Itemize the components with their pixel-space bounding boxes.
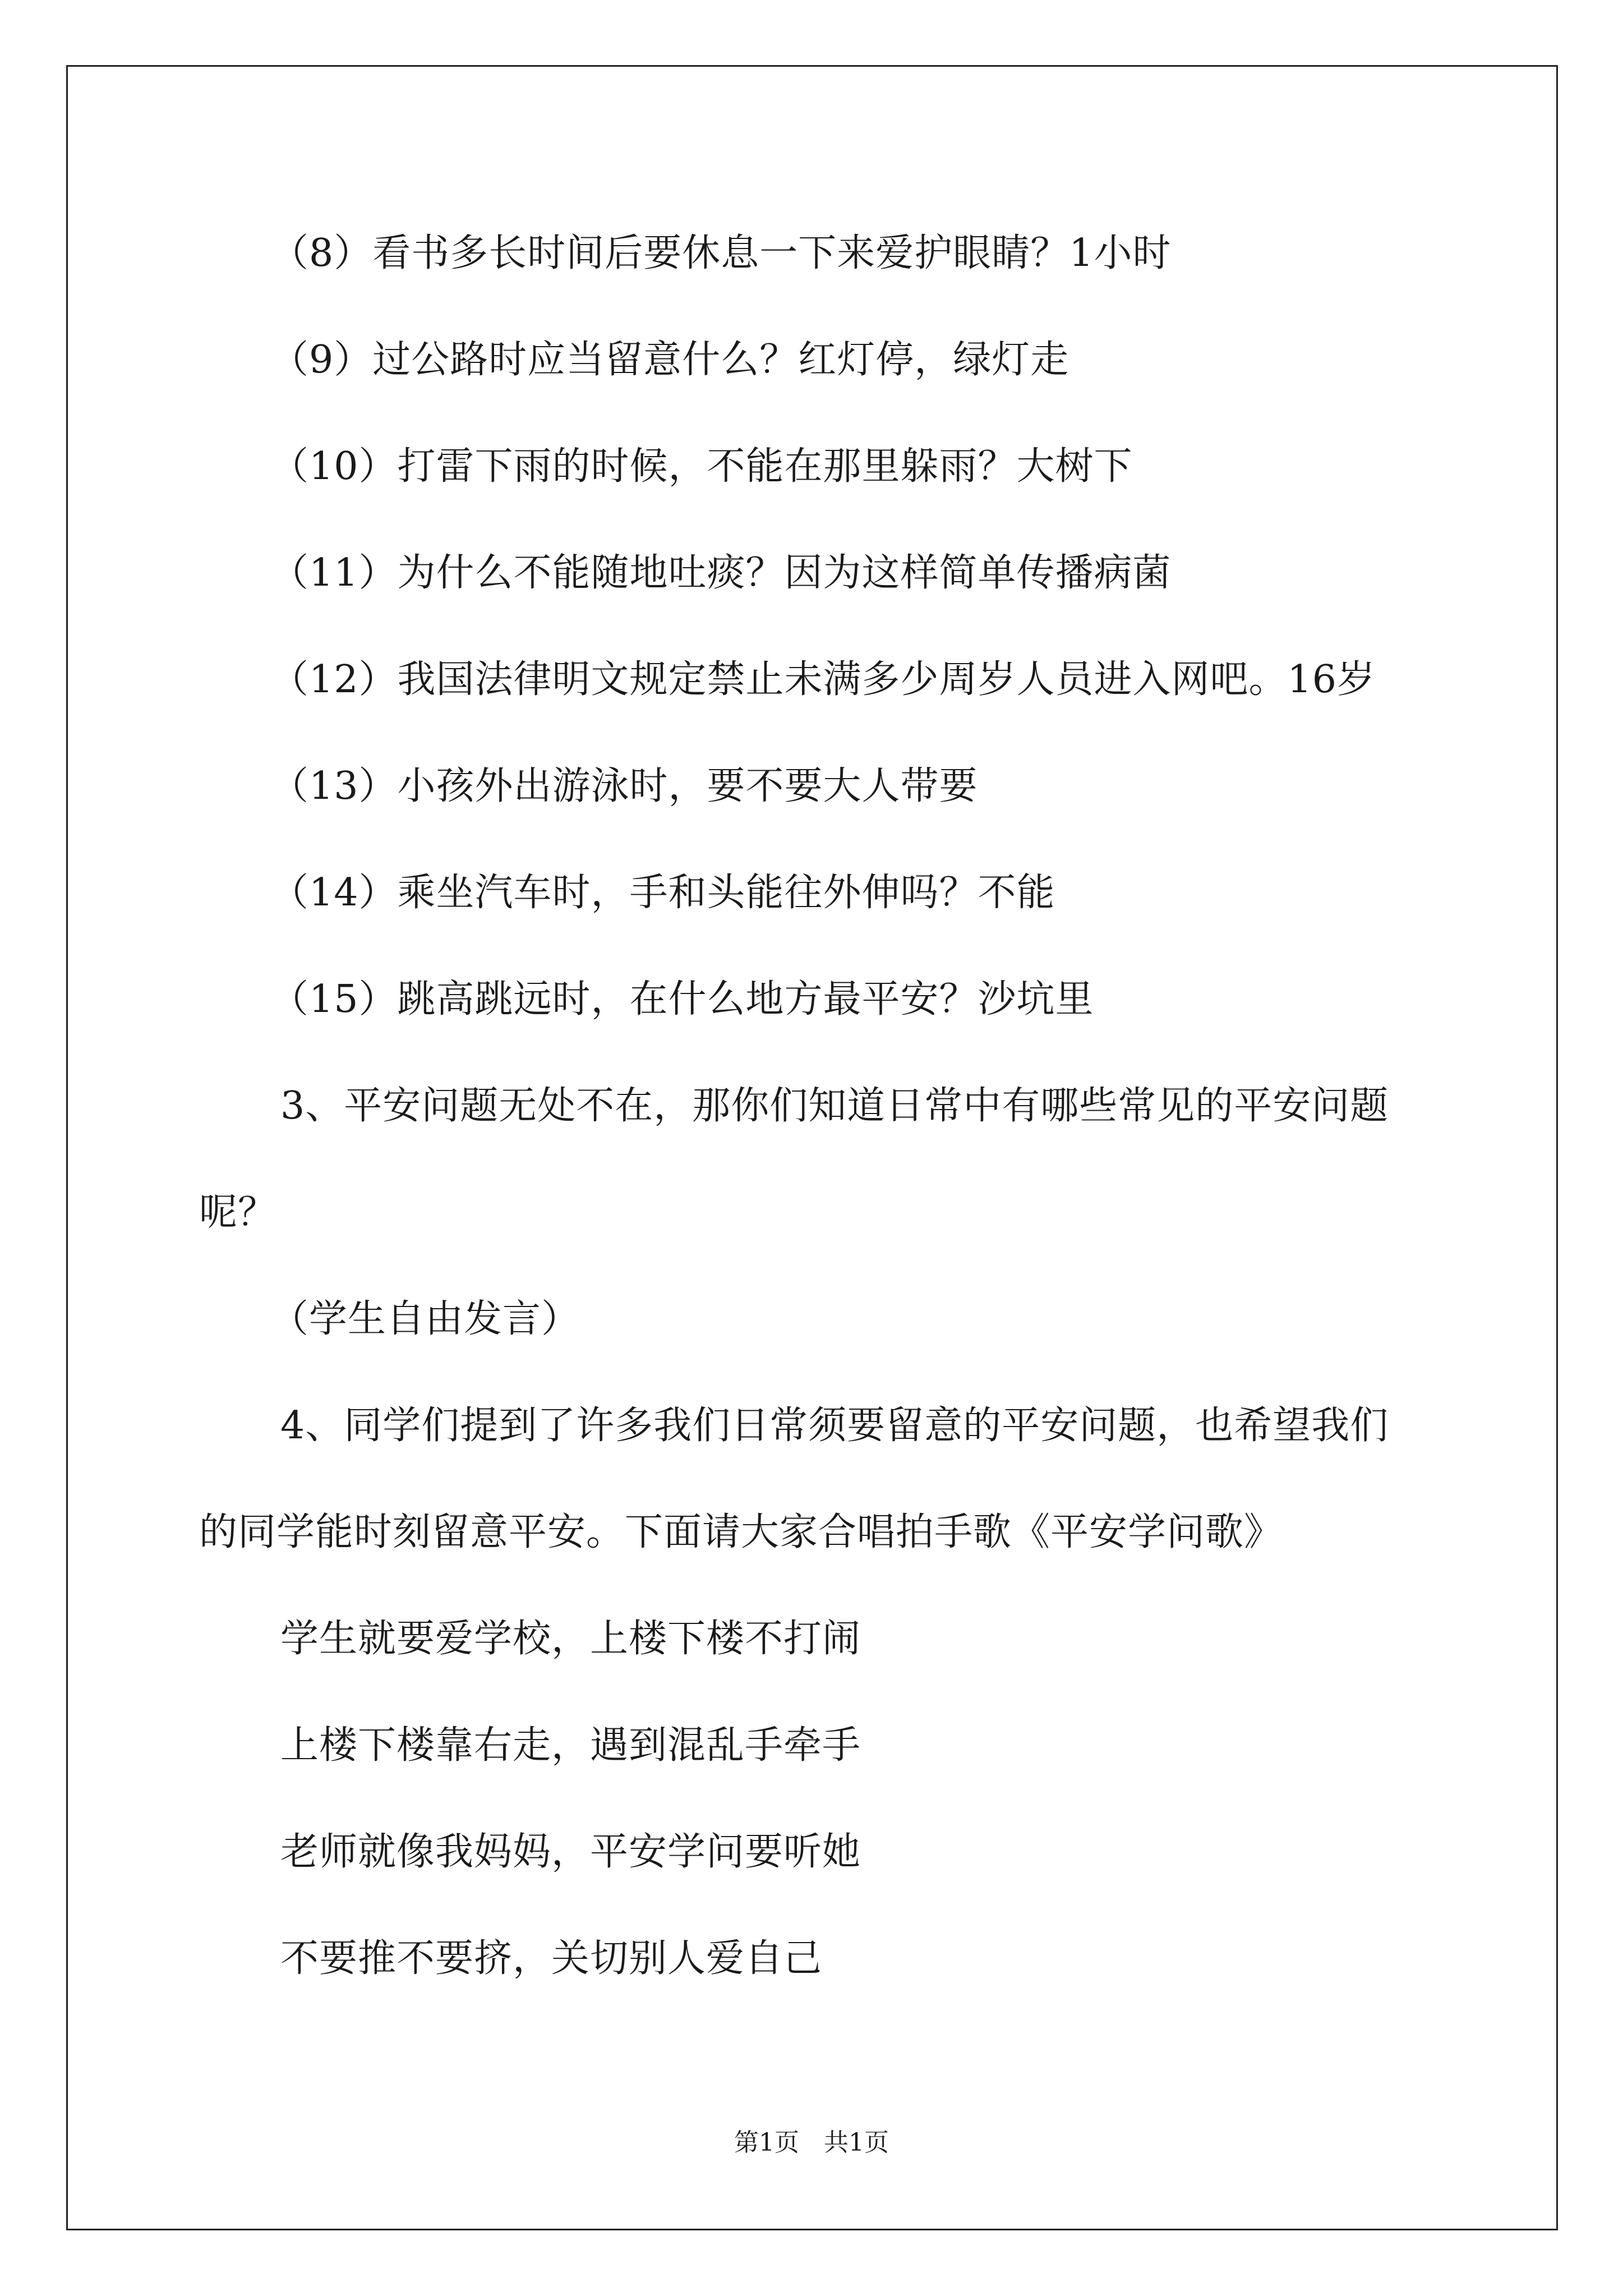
song-line-1: 学生就要爱学校，上楼下楼不打闹 xyxy=(280,1617,861,1661)
qa-item-14: （14）乘坐汽车时，手和头能往外伸吗？不能 xyxy=(270,871,1055,915)
qa-item-11: （11）为什么不能随地吐痰？因为这样简单传播病菌 xyxy=(270,551,1172,595)
qa-item-15: （15）跳高跳远时，在什么地方最平安？沙坑里 xyxy=(270,977,1094,1022)
page-border xyxy=(66,65,1558,2230)
student-note: （学生自由发言） xyxy=(270,1297,580,1341)
song-line-4: 不要推不要挤，关切别人爱自己 xyxy=(280,1936,823,1981)
page-footer xyxy=(0,2128,1623,2157)
qa-item-12: （12）我国法律明文规定禁止未满多少周岁人员进入网吧。16岁 xyxy=(270,657,1376,702)
page-number-current: 第1页 xyxy=(734,2128,799,2157)
paragraph-3-line-2: 呢？ xyxy=(199,1190,277,1235)
qa-item-9: （9）过公路时应当留意什么？红灯停，绿灯走 xyxy=(270,338,1069,382)
paragraph-4-line-1: 4、同学们提到了许多我们日常须要留意的平安问题，也希望我们 xyxy=(280,1404,1389,1448)
qa-item-10: （10）打雷下雨的时候，不能在那里躲雨？大树下 xyxy=(270,444,1133,489)
paragraph-4-line-2: 的同学能时刻留意平安。下面请大家合唱拍手歌《平安学问歌》 xyxy=(199,1510,1283,1554)
song-line-2: 上楼下楼靠右走，遇到混乱手牵手 xyxy=(280,1723,861,1768)
qa-item-8: （8）看书多长时间后要休息一下来爱护眼睛？1小时 xyxy=(270,231,1172,275)
song-line-3: 老师就像我妈妈，平安学问要听她 xyxy=(280,1830,861,1874)
page-number-total: 共1页 xyxy=(824,2128,889,2157)
qa-item-13: （13）小孩外出游泳时，要不要大人带要 xyxy=(270,764,978,808)
paragraph-3-line-1: 3、平安问题无处不在，那你们知道日常中有哪些常见的平安问题 xyxy=(280,1084,1389,1128)
